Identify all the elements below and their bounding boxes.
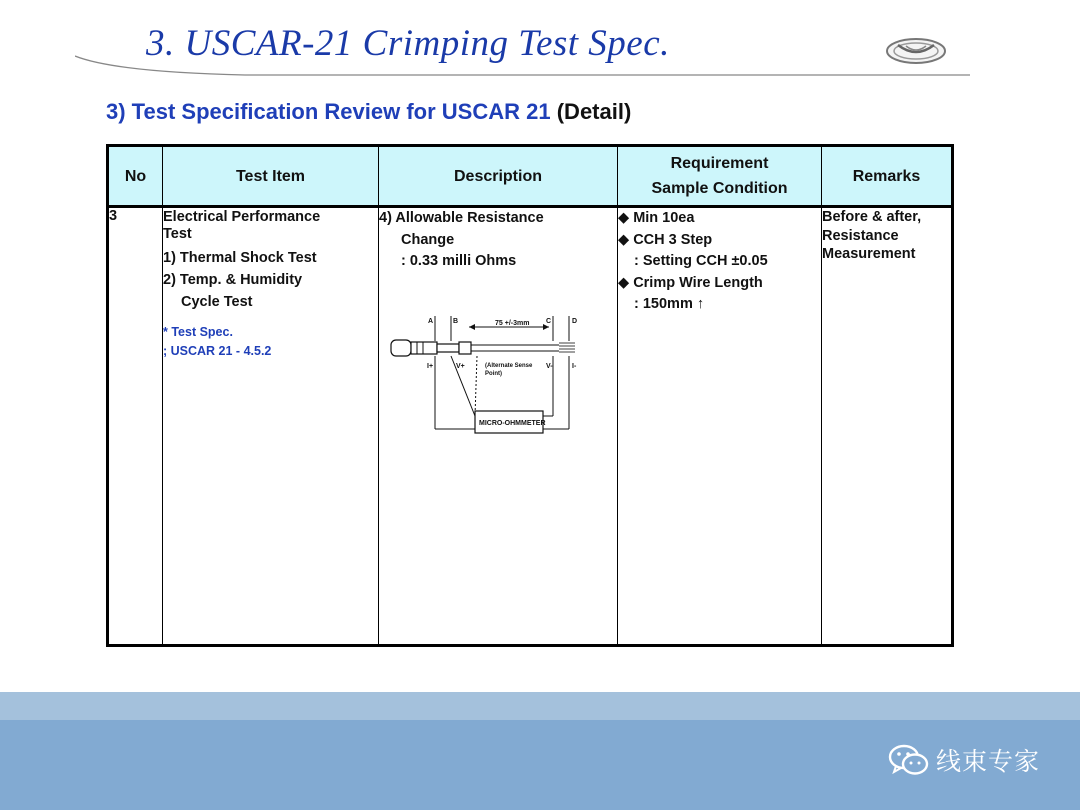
v-plus-label: V+ [456,362,465,370]
subtitle-main: 3) Test Specification Review for USCAR 21 [106,99,551,124]
remarks-line: Before & after, [822,209,922,225]
description-line: 4) Allowable Resistance [379,210,544,226]
marker-b-label: B [453,317,459,325]
marker-c-label: C [546,317,552,325]
cell-requirement [618,207,822,646]
watermark [888,742,1040,778]
dimension-label: 75 +/-3mm [495,319,530,327]
test-item-line: 2) Temp. & Humidity [163,272,303,288]
micro-ohmmeter-label: MICRO-OHMMETER [479,419,546,427]
requirement-text: Crimp Wire Length [633,274,763,291]
description-line: Change [401,231,455,248]
header-remarks: Remarks [822,146,953,207]
requirement-line [618,208,821,230]
test-item-line: Cycle Test [181,294,253,310]
requirement-line [618,230,821,252]
marker-a-label: A [428,317,434,325]
car-brand-logo-icon [884,36,948,66]
requirement-line: : 150mm ↑ [634,296,705,312]
title-underline [75,50,975,80]
test-item-line: Test [163,226,192,242]
header-test-item: Test Item [163,146,379,207]
wechat-icon [888,743,930,777]
footer-band-light [0,692,1080,720]
bullet-diamond-icon: ◆ [618,274,630,291]
sense-point-label-1: (Alternate Sense [485,362,533,369]
cell-test-item [163,207,379,646]
requirement-text: CCH 3 Step [633,231,713,248]
test-spec-ref-line: * Test Spec. [163,325,233,339]
header-description: Description [379,146,618,207]
header-requirement-line2: Sample Condition [651,180,788,197]
header-no: No [108,146,163,207]
sense-point-label-2: Point) [485,370,502,377]
slide-title: 3. USCAR-21 Crimping Test Spec. [146,23,670,64]
requirement-line [618,273,821,295]
spec-table [106,144,954,647]
requirement-text: Min 10ea [633,210,695,226]
cell-remarks [822,207,953,646]
cell-no: 3 [108,207,163,646]
i-minus-label: I- [572,362,577,370]
table-header-row [108,146,953,207]
description-line: : 0.33 milli Ohms [401,253,517,269]
test-item-line: Electrical Performance [163,209,321,225]
v-minus-label: V- [546,362,553,370]
marker-d-label: D [572,317,578,325]
table-row [108,207,953,646]
header-requirement [618,146,822,207]
test-spec-reference [163,323,378,361]
test-spec-ref-line: ; USCAR 21 - 4.5.2 [163,344,272,358]
resistance-test-diagram [389,313,594,438]
subtitle-detail: (Detail) [556,99,632,124]
cell-description [379,207,618,646]
bullet-diamond-icon: ◆ [618,210,630,226]
section-subtitle [106,99,631,125]
i-plus-label: I+ [427,362,434,370]
requirement-line: : Setting CCH ±0.05 [634,253,768,269]
remarks-line: Resistance [822,227,899,244]
header-requirement-line1: Requirement [670,155,769,172]
watermark-text: 线束专家 [936,747,1041,776]
remarks-line: Measurement [822,246,916,262]
test-item-line: 1) Thermal Shock Test [163,250,317,266]
bullet-diamond-icon: ◆ [618,231,630,248]
